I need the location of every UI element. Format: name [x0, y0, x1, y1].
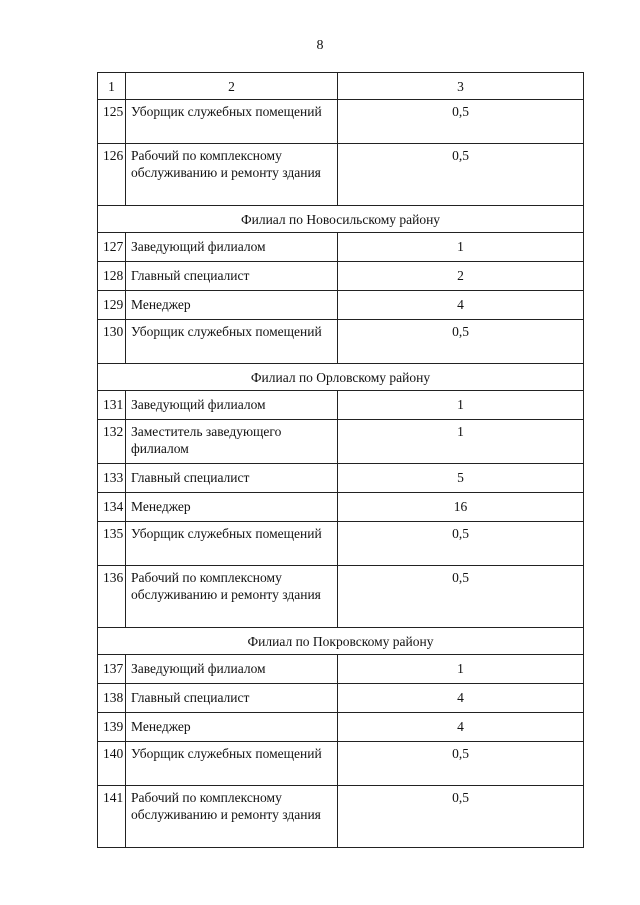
position-name: Рабочий по комплексному обслуживанию и ремонту здания: [126, 786, 338, 848]
row-number: 135: [98, 522, 126, 566]
row-number: 130: [98, 320, 126, 364]
position-name: Уборщик служебных помещений: [126, 100, 338, 144]
staff-units: 5: [338, 464, 584, 493]
table-row: [98, 100, 584, 144]
table-row: [98, 464, 584, 493]
row-number: 132: [98, 420, 126, 464]
staff-units: 4: [338, 713, 584, 742]
section-header-row: [98, 364, 584, 391]
staff-units: 2: [338, 262, 584, 291]
staff-units: 1: [338, 391, 584, 420]
row-number: 139: [98, 713, 126, 742]
position-name: Заместитель заведующего филиалом: [126, 420, 338, 464]
row-number: 137: [98, 655, 126, 684]
position-name: Менеджер: [126, 291, 338, 320]
staff-units: 0,5: [338, 566, 584, 628]
staff-units: 1: [338, 420, 584, 464]
table-row: [98, 391, 584, 420]
table-row: [98, 291, 584, 320]
staff-units: 16: [338, 493, 584, 522]
staff-units: 4: [338, 684, 584, 713]
row-number: 125: [98, 100, 126, 144]
row-number: 128: [98, 262, 126, 291]
section-title: Филиал по Новосильскому району: [98, 206, 584, 233]
row-number: 133: [98, 464, 126, 493]
table-row: [98, 233, 584, 262]
table-row: [98, 786, 584, 848]
page-number: 8: [316, 38, 324, 53]
table-row: [98, 742, 584, 786]
position-name: Менеджер: [126, 493, 338, 522]
staff-units: 0,5: [338, 100, 584, 144]
section-header-row: [98, 206, 584, 233]
table-row: [98, 144, 584, 206]
header-col-1: 1: [98, 73, 126, 100]
staffing-table-body: [98, 73, 584, 848]
position-name: Заведующий филиалом: [126, 655, 338, 684]
staffing-table: [97, 72, 584, 848]
row-number: 131: [98, 391, 126, 420]
staff-units: 0,5: [338, 144, 584, 206]
header-col-3: 3: [338, 73, 584, 100]
table-row: [98, 522, 584, 566]
table-row: [98, 262, 584, 291]
row-number: 126: [98, 144, 126, 206]
position-name: Главный специалист: [126, 262, 338, 291]
position-name: Рабочий по комплексному обслуживанию и ремонту здания: [126, 566, 338, 628]
section-header-row: [98, 628, 584, 655]
row-number: 134: [98, 493, 126, 522]
staff-units: 4: [338, 291, 584, 320]
position-name: Заведующий филиалом: [126, 233, 338, 262]
staff-units: 0,5: [338, 522, 584, 566]
table-row: [98, 320, 584, 364]
table-row: [98, 684, 584, 713]
position-name: Уборщик служебных помещений: [126, 320, 338, 364]
position-name: Уборщик служебных помещений: [126, 742, 338, 786]
staff-units: 1: [338, 655, 584, 684]
row-number: 129: [98, 291, 126, 320]
row-number: 136: [98, 566, 126, 628]
table-row: [98, 420, 584, 464]
position-name: Главный специалист: [126, 464, 338, 493]
row-number: 127: [98, 233, 126, 262]
section-title: Филиал по Покровскому району: [98, 628, 584, 655]
table-row: [98, 713, 584, 742]
section-title: Филиал по Орловскому району: [98, 364, 584, 391]
position-name: Рабочий по комплексному обслуживанию и ремонту здания: [126, 144, 338, 206]
staff-units: 0,5: [338, 786, 584, 848]
table-header-row: [98, 73, 584, 100]
position-name: Менеджер: [126, 713, 338, 742]
row-number: 141: [98, 786, 126, 848]
row-number: 140: [98, 742, 126, 786]
position-name: Уборщик служебных помещений: [126, 522, 338, 566]
staff-units: 0,5: [338, 320, 584, 364]
position-name: Заведующий филиалом: [126, 391, 338, 420]
staff-units: 1: [338, 233, 584, 262]
staff-units: 0,5: [338, 742, 584, 786]
row-number: 138: [98, 684, 126, 713]
position-name: Главный специалист: [126, 684, 338, 713]
table-row: [98, 493, 584, 522]
header-col-2: 2: [126, 73, 338, 100]
table-row: [98, 566, 584, 628]
table-row: [98, 655, 584, 684]
